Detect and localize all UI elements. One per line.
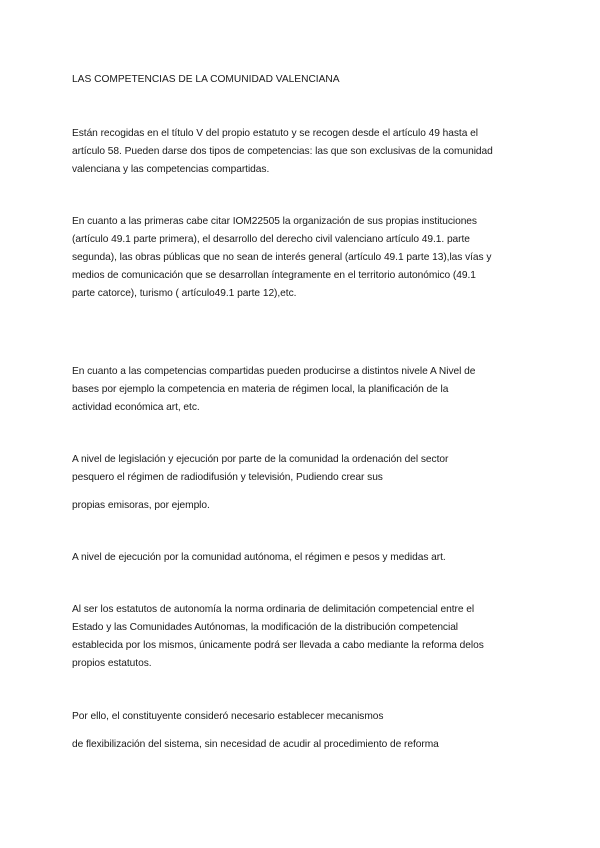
paragraph-2-line-1: En cuanto a las primeras cabe citar IOM22505 la organización de sus propias instituciones [72,216,477,227]
paragraph-7-line-1: Al ser los estatutos de autonomía la norma ordinaria de delimitación competencial entre el [72,604,475,615]
paragraph-1-line-3: valenciana y las competencias compartidas. [72,164,270,175]
paragraph-4-line-2: pesquero el régimen de radiodifusión y televisión, Pudiendo crear sus [72,472,383,483]
paragraph-9-line-1: de flexibilización del sistema, sin necesidad de acudir al procedimiento de reforma [72,739,439,750]
paragraph-2-line-2: (artículo 49.1 parte primera), el desarrollo del derecho civil valenciano artículo 49.1. parte [72,234,470,245]
paragraph-3-line-2: bases por ejemplo la competencia en materia de régimen local, la planificación de la [72,384,449,395]
paragraph-2-line-5: parte catorce), turismo ( artículo49.1 parte 12),etc. [72,288,297,299]
paragraph-3-line-1: En cuanto a las competencias compartidas pueden producirse a distintos nivele A Nivel de [72,366,476,377]
paragraph-1-line-1: Están recogidas en el título V del propio estatuto y se recogen desde el artículo 49 hasta el [72,128,478,139]
paragraph-2-line-3: segunda), las obras públicas que no sean de interés general (artículo 49.1 parte 13),las vías y [72,252,492,263]
paragraph-7-line-2: Estado y las Comunidades Autónomas, la modificación de la distribución competencial [72,622,459,633]
paragraph-2-line-4: medios de comunicación que se desarrollan íntegramente en el territorio autonómico (49.1 [72,270,476,281]
paragraph-7-line-4: propios estatutos. [72,658,152,669]
document-title: LAS COMPETENCIAS DE LA COMUNIDAD VALENCIANA [72,74,340,85]
paragraph-1-line-2: artículo 58. Pueden darse dos tipos de competencias: las que son exclusivas de la comunidad [72,146,493,157]
paragraph-6-line-1: A nivel de ejecución por la comunidad autónoma, el régimen e pesos y medidas art. [72,552,446,563]
paragraph-8-line-1: Por ello, el constituyente consideró necesario establecer mecanismos [72,711,384,722]
paragraph-5-line-1: propias emisoras, por ejemplo. [72,500,210,511]
paragraph-4-line-1: A nivel de legislación y ejecución por parte de la comunidad la ordenación del sector [72,454,449,465]
paragraph-7-line-3: establecida por los mismos, únicamente podrá ser llevada a cabo mediante la reforma delos [72,640,484,651]
paragraph-3-line-3: actividad económica art, etc. [72,402,200,413]
